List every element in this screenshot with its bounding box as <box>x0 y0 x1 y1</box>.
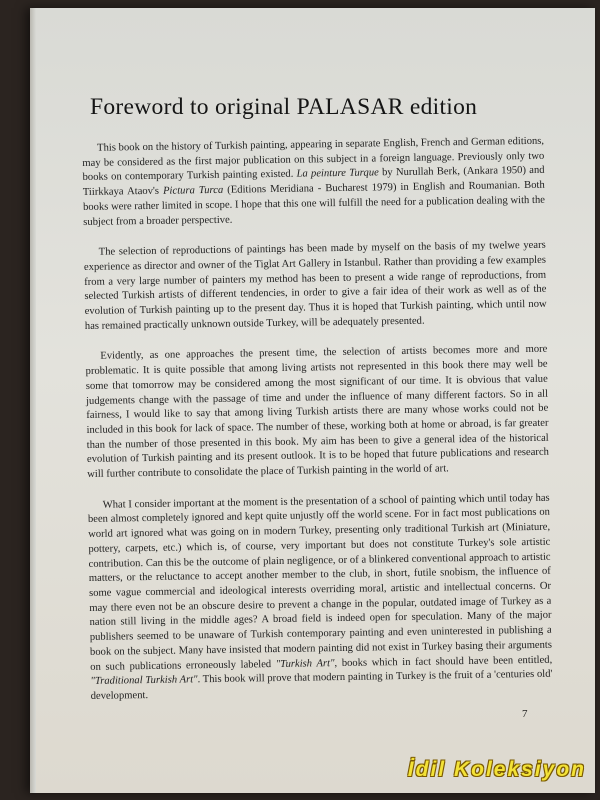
foreword-paragraph <box>82 135 545 230</box>
paragraph-text: (Editions Meridiana - Bucharest 1979) in English and Roumanian. Both books were rather limited in scope. I hope that this one will fulfill the need for a publication dealing with the subject from a broader perspective. <box>82 179 546 228</box>
watermark-text: İdil Koleksiyon <box>407 758 586 781</box>
foreword-paragraph <box>84 239 547 334</box>
paragraph-text: Evidently, as one approaches the present time, the selection of artists becomes more and more problematic. It is quite possible that among living artists not represented in this book there may well be some that tomorrow may be considered among the most significant of our time. It is obvious that value judgements change with the passage of time and under the influence of many different factors. So in all fairness, I would like to say that among living Turkish artists there are many whose works could not be included in this book for lack of space. The number of these, working both at home or abroad, is far greater than the number of those presented in this book. My aim has been to give a general idea of the historical evolution of Turkish painting and its present outlook. It is to be hoped that future publications and research will further contribute to consolidate the place of Turkish painting in the world of art. <box>85 344 550 481</box>
italic-title-text: "Traditional Turkish Art" <box>90 674 198 688</box>
foreword-paragraph <box>88 491 553 704</box>
paragraph-text: , books which in fact should have been entitled, <box>334 654 553 669</box>
page-title: Foreword to original PALASAR edition <box>90 94 478 120</box>
paragraph-text: The selection of reproductions of paintings has been made by myself on the basis of my twelwe years experience as director and owner of the Tiglat Art Gallery in Istanbul. Rather than providing a few examples from a very large number of painters my method has been to present a wide range of reproductions, from selected Turkish artists of different tendencies, in order to give a fair idea of their work as well as of the evolution of Turkish painting up to the present day. Thus it is hoped that Turkish painting, which until now has remained practically unknown outside Turkey, will be adequately presented. <box>83 239 547 332</box>
italic-title-text: La peinture Turque <box>296 167 379 181</box>
page-binding-edge <box>30 8 36 793</box>
italic-title-text: Pictura Turca <box>162 184 224 197</box>
paragraph-text: . This book will prove that modern painting in Turkey is the fruit of a 'centuries old' development. <box>90 668 553 702</box>
foreword-paragraph <box>85 343 549 483</box>
book-page <box>30 8 595 793</box>
paragraph-text: by Nurullah Berk, (Ankara 1950) and Tiirkkaya Ataov's <box>82 165 545 199</box>
page-number: 7 <box>522 708 528 720</box>
paragraph-text: What I consider important at the moment is the presentation of a school of painting which until today has been almost completely ignored and kept quite unjustly off the world scene. For in fact most publications on world art ignored what was going on in modern Turkey, presenting only traditional Turkish art (Miniature, pottery, carpets, etc.) which is, of course, very important but does not constitute Turkey's sole artistic contribution. Can this be the outcome of plain negligence, or of a blinkered conventional approach to artistic matters, or the reluctance to accept another member to the club, in short, futile snobism, the influence of some vague commercial and ideological interests overriding moral, artistic and intellectual concerns. Or may there even not be an obscure desire to prevent a change in the popular, outdated image of Turkey as a nation still living in the middle ages? A broad field is indeed open for speculation. Many of the major publishers seemed to be unaware of Turkish contemporary painting and even uninterested in publishing a book on the subject. Many have insisted that modern painting did not exist in Turkey basing their arguments on such publications erroneously labeled <box>87 492 553 673</box>
italic-title-text: "Turkish Art" <box>275 657 335 670</box>
foreword-body <box>82 135 553 721</box>
paragraph-text: This book on the history of Turkish painting, appearing in separate English, French and German editions, may be considered as the first major publication on this subject in a foreign language. Previously only two books on contemporary Turkish painting existed. <box>82 135 545 184</box>
